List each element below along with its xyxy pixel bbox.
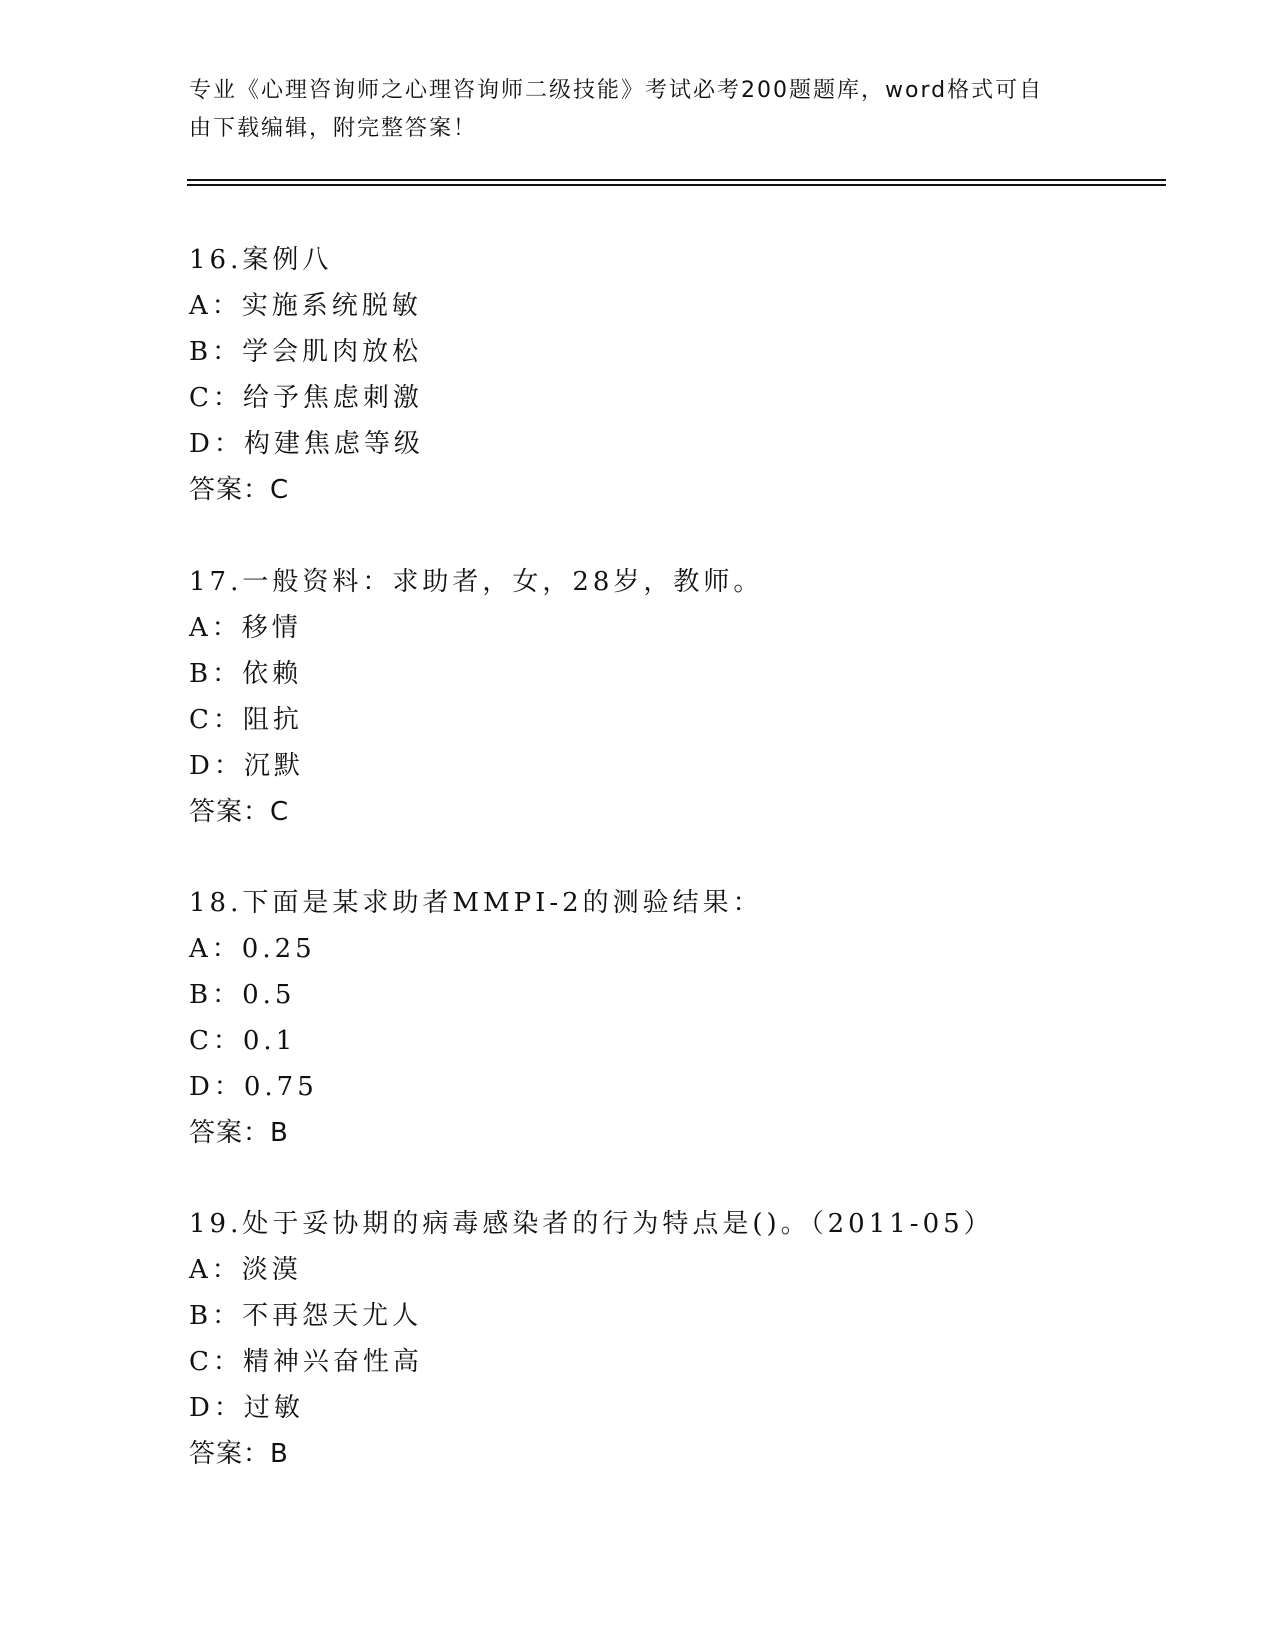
option-b: B：不再怨天尤人 <box>189 1301 423 1331</box>
question-16 <box>189 237 1169 513</box>
answer-line: 答案：C <box>189 797 290 827</box>
option-d: D：0.75 <box>189 1072 318 1102</box>
question-stem: 19.处于妥协期的病毒感染者的行为特点是()。（2011-05） <box>189 1209 994 1239</box>
answer-line: 答案：B <box>189 1118 289 1148</box>
option-d: D：过敏 <box>189 1393 304 1423</box>
question-stem: 18.下面是某求助者MMPI-2的测验结果： <box>189 888 763 918</box>
option-c: C：精神兴奋性高 <box>189 1347 423 1377</box>
question-stem: 16.案例八 <box>189 245 333 275</box>
question-19 <box>189 1201 1169 1477</box>
option-a: A：实施系统脱敏 <box>189 291 422 321</box>
option-a: A：0.25 <box>189 934 316 964</box>
question-17 <box>189 559 1169 835</box>
document-header <box>189 72 1089 148</box>
option-a: A：淡漠 <box>189 1255 302 1285</box>
header-line-2: 由下载编辑，附完整答案！ <box>189 116 478 141</box>
option-c: C：0.1 <box>189 1026 297 1056</box>
option-d: D：构建焦虑等级 <box>189 429 424 459</box>
header-line-1: 专业《心理咨询师之心理咨询师二级技能》考试必考200题题库，word格式可自 <box>189 78 1044 103</box>
question-stem: 17.一般资料：求助者，女，28岁，教师。 <box>189 567 764 597</box>
option-a: A：移情 <box>189 613 302 643</box>
option-c: C：给予焦虑刺激 <box>189 383 423 413</box>
option-b: B：学会肌肉放松 <box>189 337 423 367</box>
header-divider-top <box>187 179 1166 181</box>
option-b: B：依赖 <box>189 659 303 689</box>
question-18 <box>189 880 1169 1156</box>
option-d: D：沉默 <box>189 751 304 781</box>
answer-line: 答案：B <box>189 1439 289 1469</box>
option-b: B：0.5 <box>189 980 296 1010</box>
option-c: C：阻抗 <box>189 705 303 735</box>
answer-line: 答案：C <box>189 475 290 505</box>
header-divider-bottom <box>187 184 1166 186</box>
